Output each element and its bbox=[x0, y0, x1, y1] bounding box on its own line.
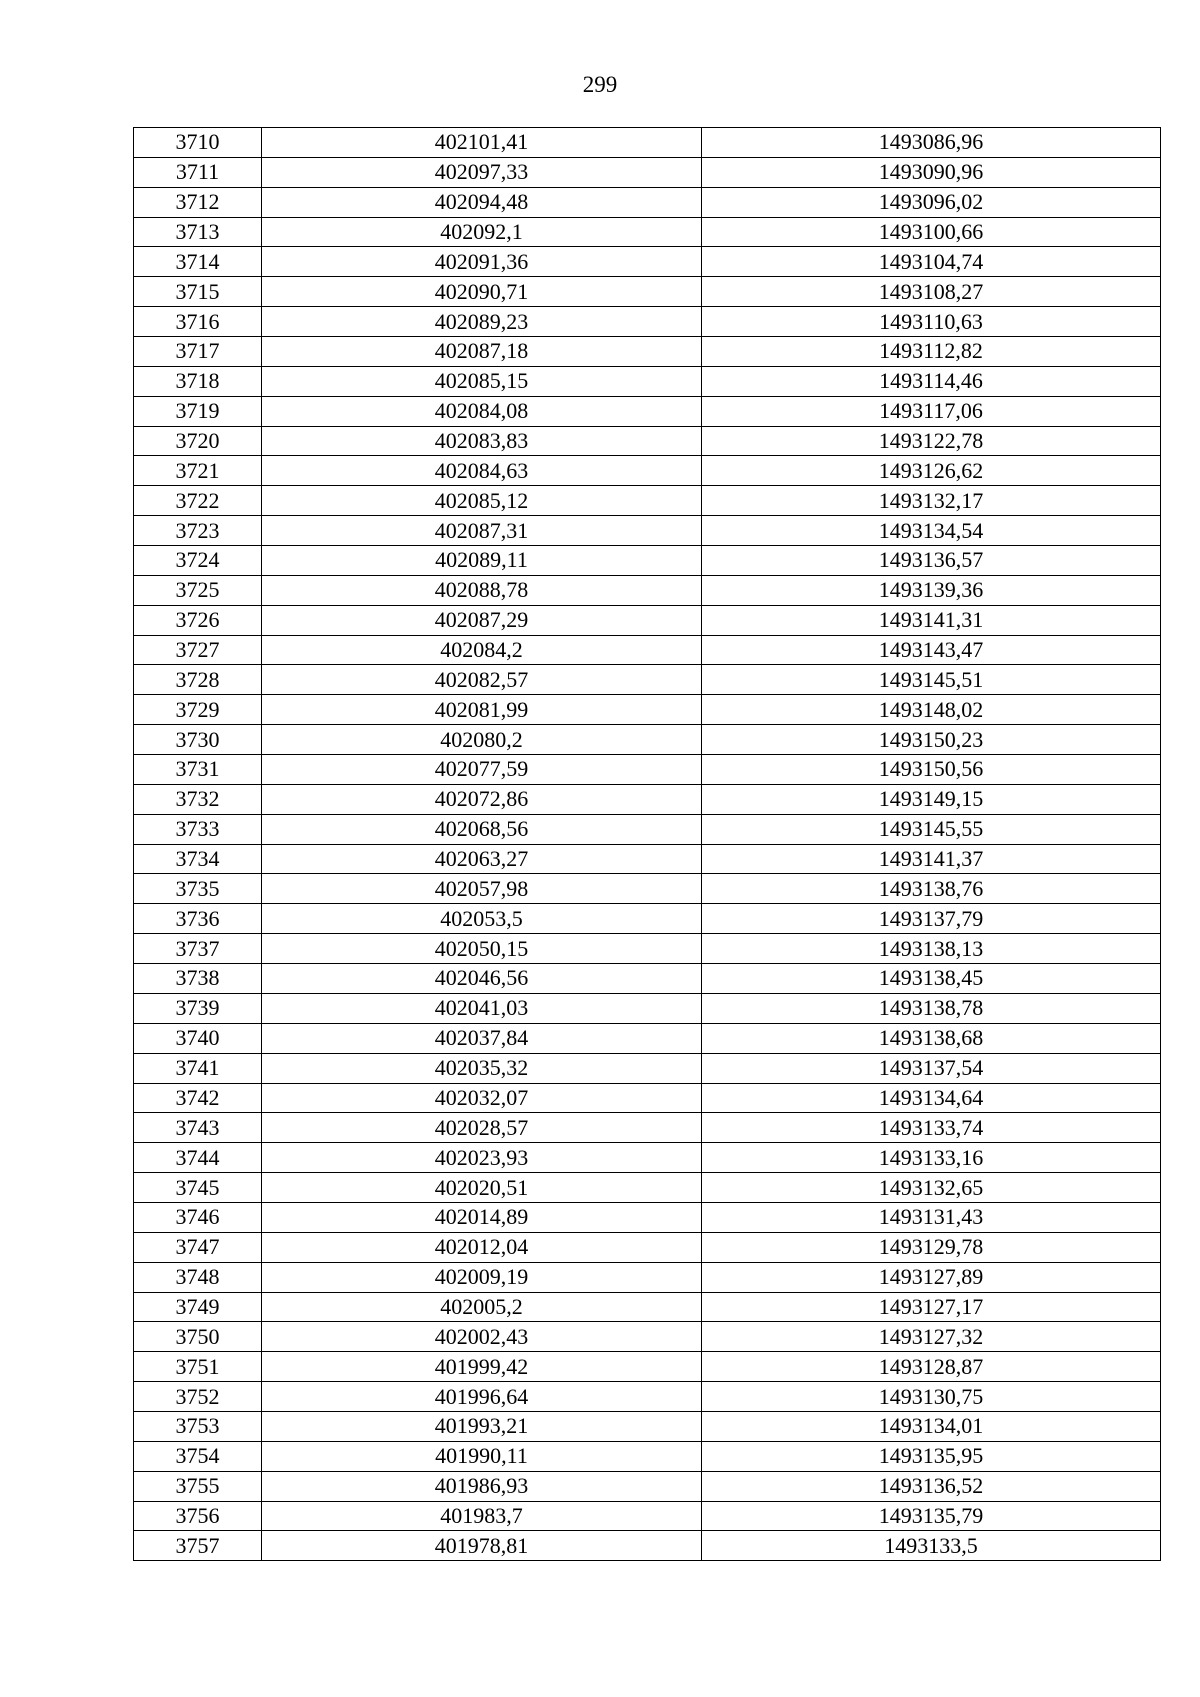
point-number-cell: 3755 bbox=[134, 1471, 262, 1501]
coordinates-table-body bbox=[134, 128, 1161, 1561]
y-coordinate-cell: 1493129,78 bbox=[702, 1232, 1161, 1262]
x-coordinate-cell: 401990,11 bbox=[262, 1441, 702, 1471]
point-number-cell: 3718 bbox=[134, 366, 262, 396]
table-row bbox=[134, 993, 1161, 1023]
x-coordinate-cell: 402080,2 bbox=[262, 725, 702, 755]
y-coordinate-cell: 1493135,95 bbox=[702, 1441, 1161, 1471]
y-coordinate-cell: 1493149,15 bbox=[702, 784, 1161, 814]
x-coordinate-cell: 402068,56 bbox=[262, 814, 702, 844]
point-number-cell: 3724 bbox=[134, 546, 262, 576]
table-row bbox=[134, 635, 1161, 665]
x-coordinate-cell: 402041,03 bbox=[262, 993, 702, 1023]
y-coordinate-cell: 1493134,64 bbox=[702, 1083, 1161, 1113]
y-coordinate-cell: 1493127,17 bbox=[702, 1292, 1161, 1322]
x-coordinate-cell: 401999,42 bbox=[262, 1352, 702, 1382]
point-number-cell: 3725 bbox=[134, 575, 262, 605]
table-row bbox=[134, 1232, 1161, 1262]
x-coordinate-cell: 402053,5 bbox=[262, 904, 702, 934]
point-number-cell: 3748 bbox=[134, 1262, 262, 1292]
y-coordinate-cell: 1493090,96 bbox=[702, 157, 1161, 187]
x-coordinate-cell: 401983,7 bbox=[262, 1501, 702, 1531]
point-number-cell: 3737 bbox=[134, 934, 262, 964]
y-coordinate-cell: 1493150,56 bbox=[702, 755, 1161, 785]
x-coordinate-cell: 402089,11 bbox=[262, 546, 702, 576]
point-number-cell: 3723 bbox=[134, 516, 262, 546]
y-coordinate-cell: 1493134,54 bbox=[702, 516, 1161, 546]
table-row bbox=[134, 1053, 1161, 1083]
y-coordinate-cell: 1493136,52 bbox=[702, 1471, 1161, 1501]
table-row bbox=[134, 366, 1161, 396]
x-coordinate-cell: 402101,41 bbox=[262, 128, 702, 158]
table-row bbox=[134, 486, 1161, 516]
y-coordinate-cell: 1493137,54 bbox=[702, 1053, 1161, 1083]
point-number-cell: 3744 bbox=[134, 1143, 262, 1173]
table-row bbox=[134, 725, 1161, 755]
point-number-cell: 3712 bbox=[134, 187, 262, 217]
y-coordinate-cell: 1493130,75 bbox=[702, 1382, 1161, 1412]
point-number-cell: 3746 bbox=[134, 1202, 262, 1232]
x-coordinate-cell: 402082,57 bbox=[262, 665, 702, 695]
point-number-cell: 3722 bbox=[134, 486, 262, 516]
x-coordinate-cell: 402023,93 bbox=[262, 1143, 702, 1173]
x-coordinate-cell: 402094,48 bbox=[262, 187, 702, 217]
y-coordinate-cell: 1493136,57 bbox=[702, 546, 1161, 576]
y-coordinate-cell: 1493133,16 bbox=[702, 1143, 1161, 1173]
x-coordinate-cell: 402097,33 bbox=[262, 157, 702, 187]
x-coordinate-cell: 402089,23 bbox=[262, 307, 702, 337]
point-number-cell: 3728 bbox=[134, 665, 262, 695]
point-number-cell: 3716 bbox=[134, 307, 262, 337]
y-coordinate-cell: 1493134,01 bbox=[702, 1411, 1161, 1441]
coordinates-table bbox=[133, 127, 1161, 1561]
y-coordinate-cell: 1493138,13 bbox=[702, 934, 1161, 964]
table-row bbox=[134, 307, 1161, 337]
table-row bbox=[134, 755, 1161, 785]
table-row bbox=[134, 456, 1161, 486]
table-row bbox=[134, 934, 1161, 964]
table-row bbox=[134, 1471, 1161, 1501]
x-coordinate-cell: 402028,57 bbox=[262, 1113, 702, 1143]
point-number-cell: 3743 bbox=[134, 1113, 262, 1143]
table-row bbox=[134, 187, 1161, 217]
x-coordinate-cell: 402012,04 bbox=[262, 1232, 702, 1262]
x-coordinate-cell: 402091,36 bbox=[262, 247, 702, 277]
y-coordinate-cell: 1493145,51 bbox=[702, 665, 1161, 695]
y-coordinate-cell: 1493127,89 bbox=[702, 1262, 1161, 1292]
point-number-cell: 3738 bbox=[134, 964, 262, 994]
y-coordinate-cell: 1493122,78 bbox=[702, 426, 1161, 456]
table-row bbox=[134, 904, 1161, 934]
x-coordinate-cell: 402057,98 bbox=[262, 874, 702, 904]
point-number-cell: 3747 bbox=[134, 1232, 262, 1262]
table-row bbox=[134, 157, 1161, 187]
y-coordinate-cell: 1493148,02 bbox=[702, 695, 1161, 725]
y-coordinate-cell: 1493138,68 bbox=[702, 1023, 1161, 1053]
x-coordinate-cell: 402005,2 bbox=[262, 1292, 702, 1322]
x-coordinate-cell: 402002,43 bbox=[262, 1322, 702, 1352]
point-number-cell: 3730 bbox=[134, 725, 262, 755]
y-coordinate-cell: 1493137,79 bbox=[702, 904, 1161, 934]
point-number-cell: 3711 bbox=[134, 157, 262, 187]
point-number-cell: 3717 bbox=[134, 337, 262, 367]
table-row bbox=[134, 128, 1161, 158]
x-coordinate-cell: 401978,81 bbox=[262, 1531, 702, 1561]
table-row bbox=[134, 337, 1161, 367]
table-row bbox=[134, 575, 1161, 605]
y-coordinate-cell: 1493096,02 bbox=[702, 187, 1161, 217]
x-coordinate-cell: 402088,78 bbox=[262, 575, 702, 605]
point-number-cell: 3719 bbox=[134, 396, 262, 426]
y-coordinate-cell: 1493110,63 bbox=[702, 307, 1161, 337]
x-coordinate-cell: 402084,63 bbox=[262, 456, 702, 486]
point-number-cell: 3754 bbox=[134, 1441, 262, 1471]
y-coordinate-cell: 1493132,65 bbox=[702, 1173, 1161, 1203]
table-row bbox=[134, 1143, 1161, 1173]
x-coordinate-cell: 402009,19 bbox=[262, 1262, 702, 1292]
table-row bbox=[134, 1441, 1161, 1471]
x-coordinate-cell: 402084,2 bbox=[262, 635, 702, 665]
point-number-cell: 3732 bbox=[134, 784, 262, 814]
table-row bbox=[134, 1173, 1161, 1203]
y-coordinate-cell: 1493133,74 bbox=[702, 1113, 1161, 1143]
table-row bbox=[134, 1113, 1161, 1143]
y-coordinate-cell: 1493150,23 bbox=[702, 725, 1161, 755]
point-number-cell: 3727 bbox=[134, 635, 262, 665]
point-number-cell: 3739 bbox=[134, 993, 262, 1023]
y-coordinate-cell: 1493133,5 bbox=[702, 1531, 1161, 1561]
y-coordinate-cell: 1493086,96 bbox=[702, 128, 1161, 158]
x-coordinate-cell: 402081,99 bbox=[262, 695, 702, 725]
y-coordinate-cell: 1493135,79 bbox=[702, 1501, 1161, 1531]
point-number-cell: 3751 bbox=[134, 1352, 262, 1382]
y-coordinate-cell: 1493143,47 bbox=[702, 635, 1161, 665]
x-coordinate-cell: 402046,56 bbox=[262, 964, 702, 994]
y-coordinate-cell: 1493112,82 bbox=[702, 337, 1161, 367]
point-number-cell: 3710 bbox=[134, 128, 262, 158]
point-number-cell: 3740 bbox=[134, 1023, 262, 1053]
point-number-cell: 3753 bbox=[134, 1411, 262, 1441]
point-number-cell: 3750 bbox=[134, 1322, 262, 1352]
table-row bbox=[134, 1411, 1161, 1441]
table-row bbox=[134, 814, 1161, 844]
table-row bbox=[134, 1023, 1161, 1053]
table-row bbox=[134, 1292, 1161, 1322]
table-row bbox=[134, 426, 1161, 456]
x-coordinate-cell: 402085,15 bbox=[262, 366, 702, 396]
point-number-cell: 3749 bbox=[134, 1292, 262, 1322]
y-coordinate-cell: 1493126,62 bbox=[702, 456, 1161, 486]
table-row bbox=[134, 1531, 1161, 1561]
point-number-cell: 3713 bbox=[134, 217, 262, 247]
table-row bbox=[134, 665, 1161, 695]
point-number-cell: 3720 bbox=[134, 426, 262, 456]
x-coordinate-cell: 402032,07 bbox=[262, 1083, 702, 1113]
x-coordinate-cell: 402087,31 bbox=[262, 516, 702, 546]
point-number-cell: 3742 bbox=[134, 1083, 262, 1113]
y-coordinate-cell: 1493128,87 bbox=[702, 1352, 1161, 1382]
x-coordinate-cell: 402084,08 bbox=[262, 396, 702, 426]
point-number-cell: 3714 bbox=[134, 247, 262, 277]
point-number-cell: 3741 bbox=[134, 1053, 262, 1083]
point-number-cell: 3752 bbox=[134, 1382, 262, 1412]
x-coordinate-cell: 402083,83 bbox=[262, 426, 702, 456]
y-coordinate-cell: 1493138,78 bbox=[702, 993, 1161, 1023]
y-coordinate-cell: 1493139,36 bbox=[702, 575, 1161, 605]
x-coordinate-cell: 402050,15 bbox=[262, 934, 702, 964]
point-number-cell: 3721 bbox=[134, 456, 262, 486]
table-row bbox=[134, 695, 1161, 725]
y-coordinate-cell: 1493104,74 bbox=[702, 247, 1161, 277]
point-number-cell: 3731 bbox=[134, 755, 262, 785]
x-coordinate-cell: 402037,84 bbox=[262, 1023, 702, 1053]
y-coordinate-cell: 1493138,76 bbox=[702, 874, 1161, 904]
x-coordinate-cell: 402087,29 bbox=[262, 605, 702, 635]
table-row bbox=[134, 1501, 1161, 1531]
table-row bbox=[134, 964, 1161, 994]
x-coordinate-cell: 402087,18 bbox=[262, 337, 702, 367]
point-number-cell: 3715 bbox=[134, 277, 262, 307]
table-row bbox=[134, 1382, 1161, 1412]
x-coordinate-cell: 401996,64 bbox=[262, 1382, 702, 1412]
point-number-cell: 3757 bbox=[134, 1531, 262, 1561]
x-coordinate-cell: 402077,59 bbox=[262, 755, 702, 785]
table-row bbox=[134, 1262, 1161, 1292]
table-row bbox=[134, 844, 1161, 874]
y-coordinate-cell: 1493117,06 bbox=[702, 396, 1161, 426]
point-number-cell: 3734 bbox=[134, 844, 262, 874]
x-coordinate-cell: 402014,89 bbox=[262, 1202, 702, 1232]
point-number-cell: 3735 bbox=[134, 874, 262, 904]
y-coordinate-cell: 1493141,37 bbox=[702, 844, 1161, 874]
point-number-cell: 3726 bbox=[134, 605, 262, 635]
table-row bbox=[134, 1083, 1161, 1113]
table-row bbox=[134, 396, 1161, 426]
point-number-cell: 3756 bbox=[134, 1501, 262, 1531]
point-number-cell: 3745 bbox=[134, 1173, 262, 1203]
x-coordinate-cell: 401993,21 bbox=[262, 1411, 702, 1441]
table-row bbox=[134, 784, 1161, 814]
table-row bbox=[134, 516, 1161, 546]
table-row bbox=[134, 217, 1161, 247]
y-coordinate-cell: 1493141,31 bbox=[702, 605, 1161, 635]
x-coordinate-cell: 401986,93 bbox=[262, 1471, 702, 1501]
x-coordinate-cell: 402092,1 bbox=[262, 217, 702, 247]
x-coordinate-cell: 402085,12 bbox=[262, 486, 702, 516]
x-coordinate-cell: 402035,32 bbox=[262, 1053, 702, 1083]
y-coordinate-cell: 1493108,27 bbox=[702, 277, 1161, 307]
y-coordinate-cell: 1493131,43 bbox=[702, 1202, 1161, 1232]
x-coordinate-cell: 402020,51 bbox=[262, 1173, 702, 1203]
table-row bbox=[134, 1352, 1161, 1382]
y-coordinate-cell: 1493132,17 bbox=[702, 486, 1161, 516]
table-row bbox=[134, 1322, 1161, 1352]
x-coordinate-cell: 402090,71 bbox=[262, 277, 702, 307]
table-row bbox=[134, 247, 1161, 277]
table-row bbox=[134, 277, 1161, 307]
point-number-cell: 3733 bbox=[134, 814, 262, 844]
x-coordinate-cell: 402063,27 bbox=[262, 844, 702, 874]
point-number-cell: 3736 bbox=[134, 904, 262, 934]
page-number: 299 bbox=[582, 72, 618, 97]
table-row bbox=[134, 874, 1161, 904]
table-row bbox=[134, 546, 1161, 576]
y-coordinate-cell: 1493114,46 bbox=[702, 366, 1161, 396]
x-coordinate-cell: 402072,86 bbox=[262, 784, 702, 814]
y-coordinate-cell: 1493127,32 bbox=[702, 1322, 1161, 1352]
y-coordinate-cell: 1493100,66 bbox=[702, 217, 1161, 247]
table-row bbox=[134, 605, 1161, 635]
y-coordinate-cell: 1493138,45 bbox=[702, 964, 1161, 994]
point-number-cell: 3729 bbox=[134, 695, 262, 725]
y-coordinate-cell: 1493145,55 bbox=[702, 814, 1161, 844]
table-row bbox=[134, 1202, 1161, 1232]
